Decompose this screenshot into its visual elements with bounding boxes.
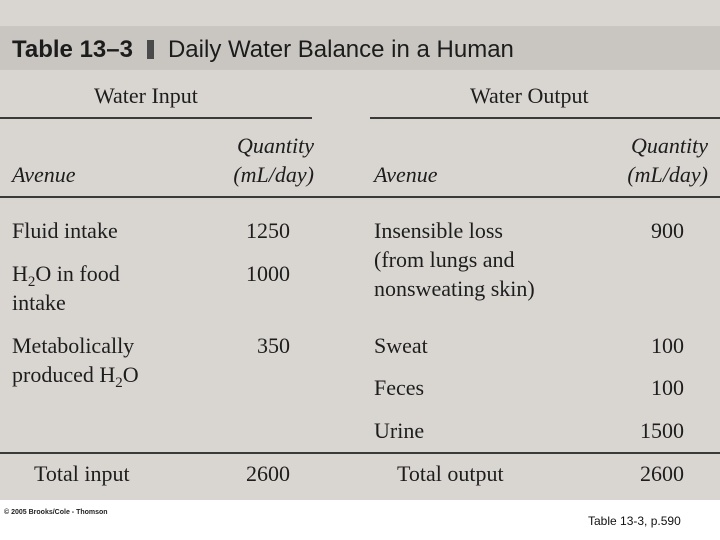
input-avenue-metabolic-line2: produced $H_2O$ xyxy=(12,362,139,391)
input-avenue-metabolic-line1: Metabolically xyxy=(12,333,135,358)
table-reference: Table 13-3, p.590 xyxy=(588,514,681,528)
input-quantity-header: Quantity xyxy=(237,133,314,158)
output-avenue-insensible-line1: Insensible loss xyxy=(374,218,503,243)
output-quantity-header: Quantity xyxy=(631,133,708,158)
output-quantity-sweat: 100 xyxy=(651,333,684,358)
input-quantity-metabolic: 350 xyxy=(257,333,290,358)
title-separator-bar xyxy=(147,40,154,59)
input-avenue-fluid-intake: Fluid intake xyxy=(12,218,118,243)
column-header-rule xyxy=(0,196,720,198)
output-avenue-sweat: Sweat xyxy=(374,333,428,358)
total-output-label: Total output xyxy=(397,461,504,486)
output-avenue-urine: Urine xyxy=(374,418,425,443)
totals-rule xyxy=(0,452,720,454)
output-quantity-insensible: 900 xyxy=(651,218,684,243)
input-quantity-fluid-intake: 1250 xyxy=(246,218,290,243)
input-header-rule xyxy=(0,117,312,119)
input-avenue-food-line2: intake xyxy=(12,290,66,315)
output-avenue-insensible-line3: nonsweating skin) xyxy=(374,276,535,301)
output-quantity-unit: (mL/day) xyxy=(627,162,708,187)
input-quantity-unit: (mL/day) xyxy=(233,162,314,187)
water-input-header: Water Input xyxy=(94,83,198,108)
output-avenue-insensible-line2: (from lungs and xyxy=(374,247,515,272)
output-header-rule xyxy=(370,117,720,119)
table-title-text: Daily Water Balance in a Human xyxy=(167,36,514,63)
table-label: Table 13–3 xyxy=(12,36,133,63)
input-avenue-header: Avenue xyxy=(12,162,76,187)
input-quantity-food: 1000 xyxy=(246,261,290,286)
output-avenue-feces: Feces xyxy=(374,375,425,400)
table-title xyxy=(12,35,514,65)
output-quantity-feces: 100 xyxy=(651,375,684,400)
total-input-value: 2600 xyxy=(246,461,290,486)
copyright-text: © 2005 Brooks/Cole - Thomson xyxy=(4,509,108,516)
output-avenue-header: Avenue xyxy=(374,162,438,187)
output-quantity-urine: 1500 xyxy=(640,418,684,443)
input-avenue-food-line1: $H_2O$ in food xyxy=(12,261,120,290)
total-output-value: 2600 xyxy=(640,461,684,486)
water-output-header: Water Output xyxy=(470,83,589,108)
total-input-label: Total input xyxy=(34,461,130,486)
